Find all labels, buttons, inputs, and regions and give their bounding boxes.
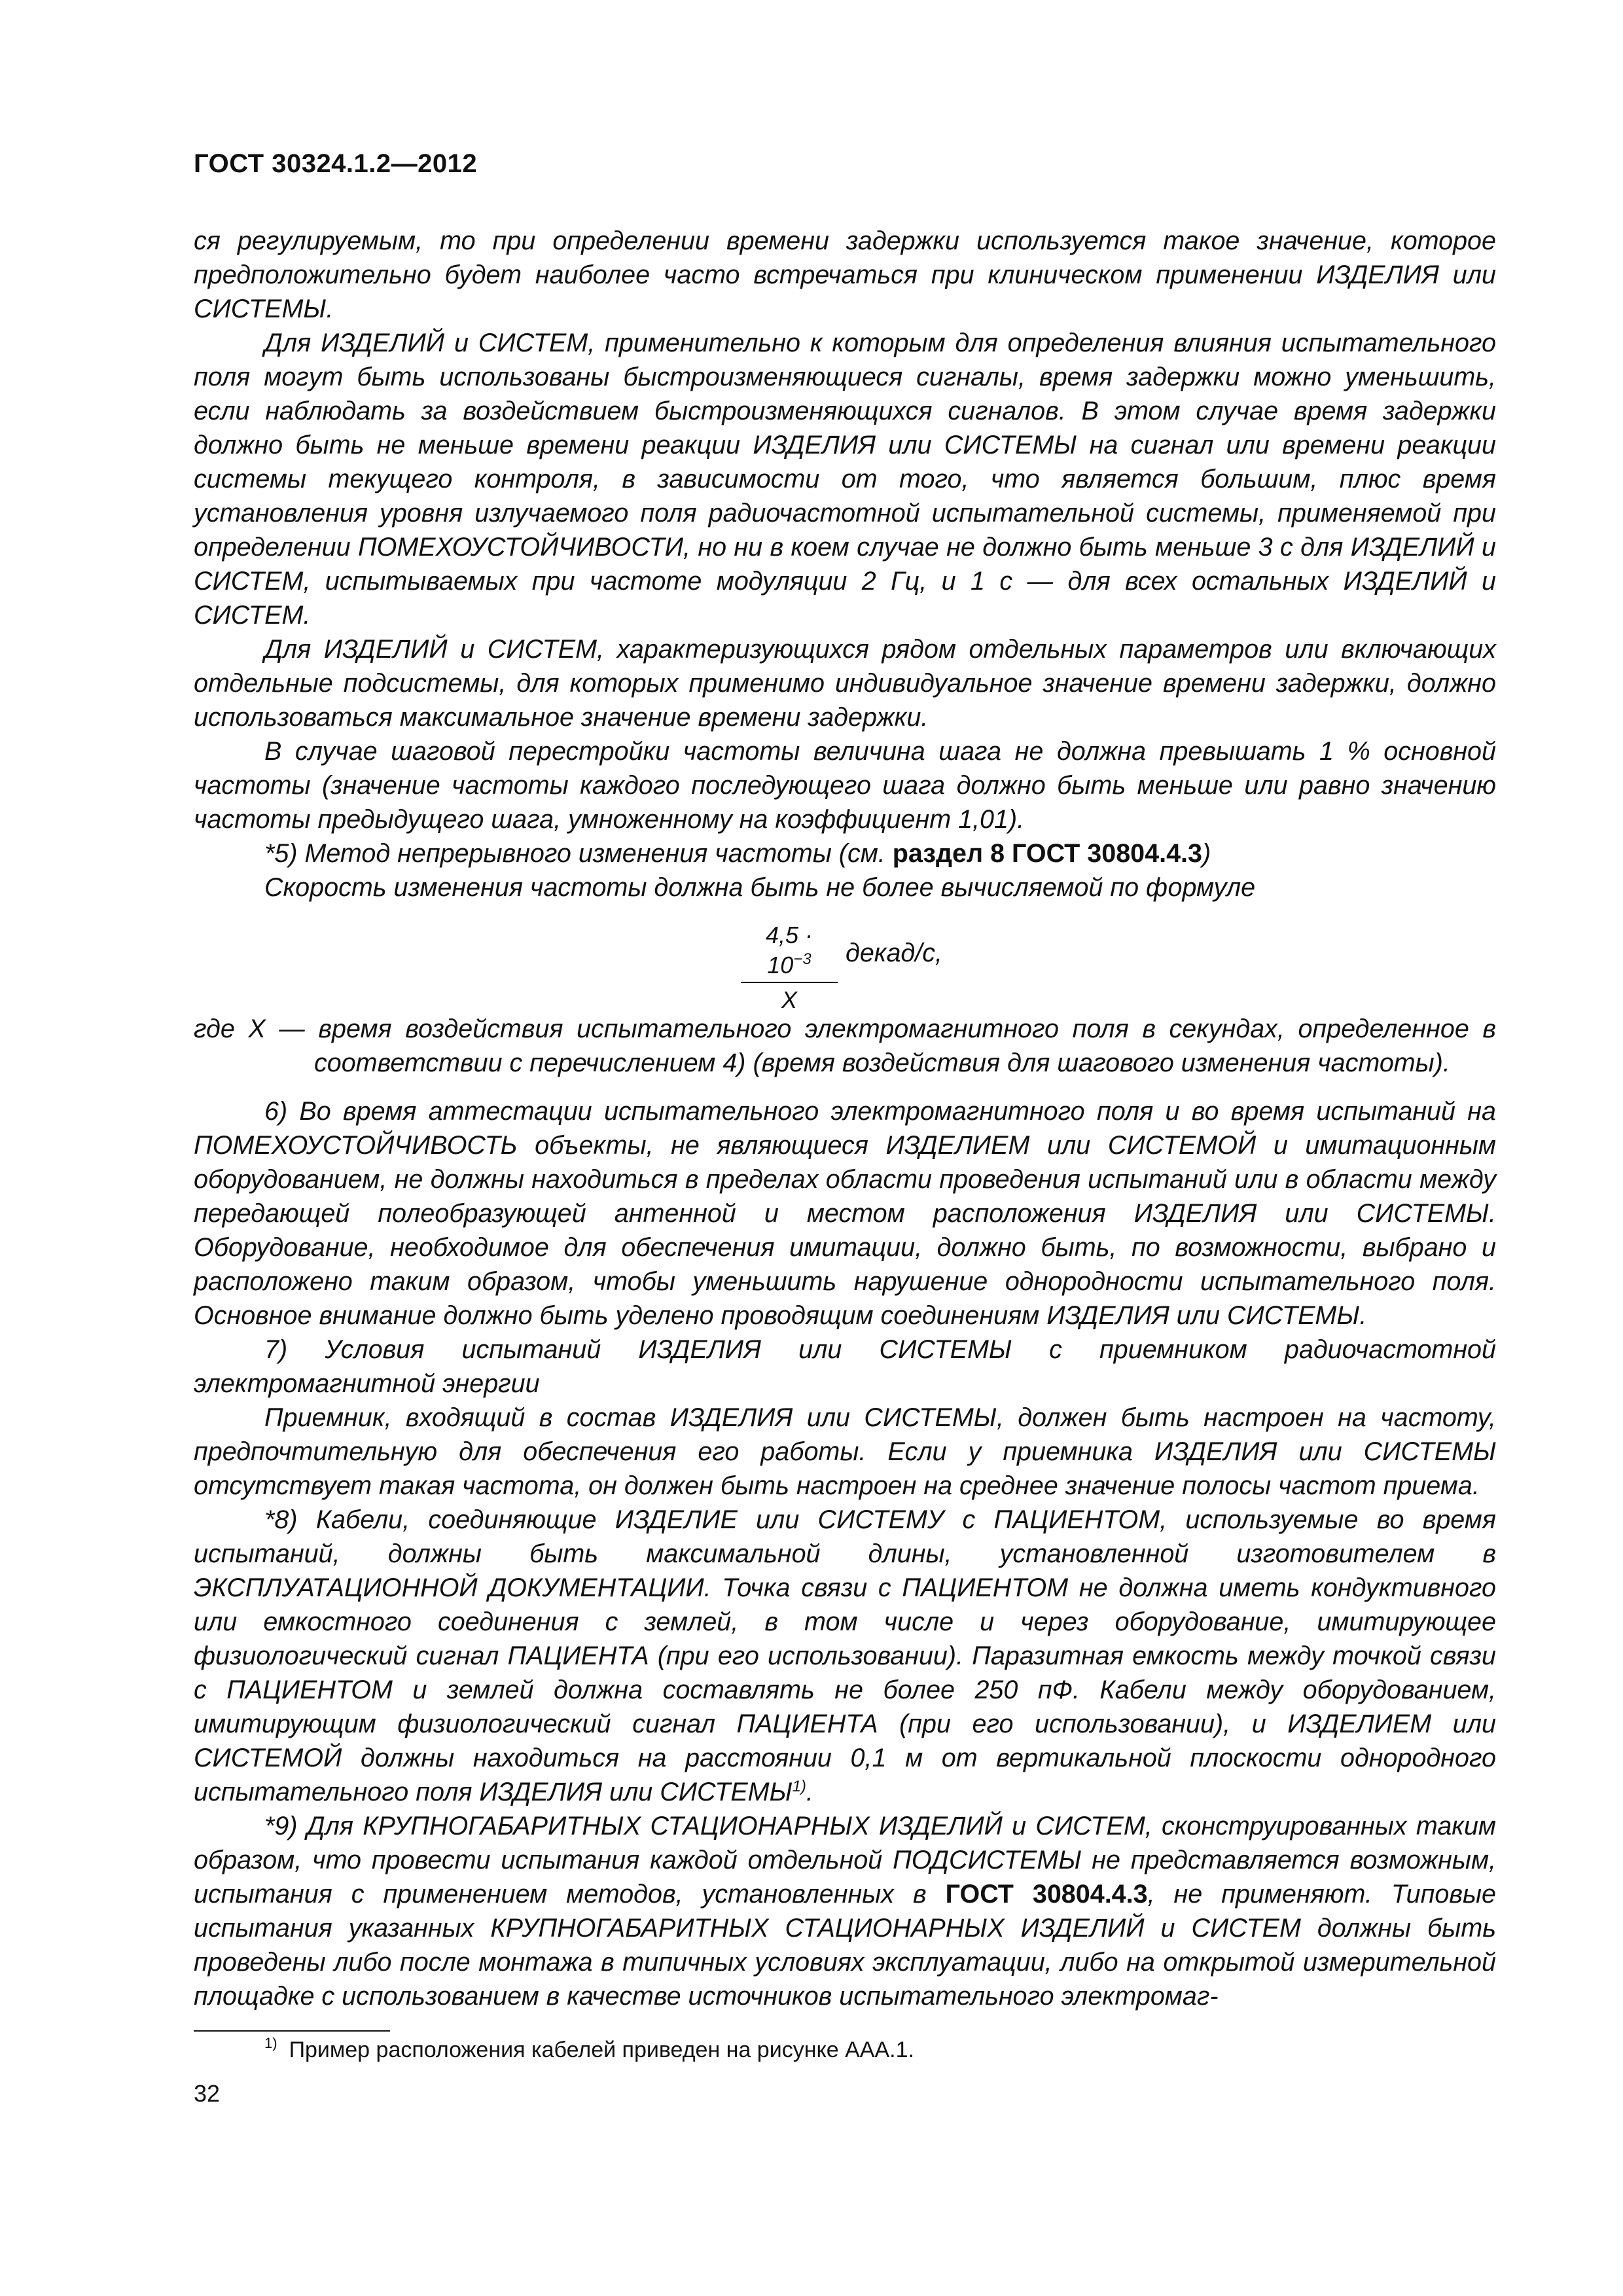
formula-denominator: X xyxy=(781,986,797,1013)
continuous-method-close: ) xyxy=(1202,839,1211,868)
fraction-bar xyxy=(741,982,838,983)
page-number: 32 xyxy=(194,2080,221,2107)
formula-numerator-base: 4,5 · 10 xyxy=(765,922,813,978)
rate-formula xyxy=(194,918,1496,1013)
paragraph-receiver: Приемник, входящий в состав ИЗДЕЛИЯ или СИСТЕМЫ, должен быть настроен на частоту, предпочтительную для обеспечения его работы. Если у приемника ИЗДЕЛИЯ или СИСТЕМЫ отсутствует такая частота, он должен быть настроен на среднее значение полосы частот приема. xyxy=(194,1403,1496,1500)
document-body xyxy=(194,224,1496,2013)
formula-numerator-exponent: −3 xyxy=(793,950,812,968)
standard-reference: раздел 8 ГОСТ 30804.4.3 xyxy=(892,839,1202,868)
footnote-divider xyxy=(194,2030,390,2032)
paragraph-item-8 xyxy=(194,1503,1496,1809)
footnote xyxy=(264,2036,914,2064)
paragraph-item-6: 6) Во время аттестации испытательного электромагнитного поля и во время испытаний на ПОМЕХОУСТОЙЧИВОСТЬ объекты, не являющиеся ИЗДЕЛИЕМ или СИСТЕМОЙ и имитационным оборудованием, не должны находиться в пределах области проведения испытаний или в области между передающей полеобразующей антенной и местом расположения ИЗДЕЛИЯ или СИСТЕМЫ. Оборудование, необходимое для обеспечения имитации, должно быть, по возможности, выбрано и расположено таким образом, чтобы уменьшить нарушение однородности испытательного поля. Основное внимание должно быть уделено проводящим соединениям ИЗДЕЛИЯ или СИСТЕМЫ. xyxy=(194,1097,1496,1330)
formula-fraction xyxy=(741,920,838,1014)
formula-numerator xyxy=(741,920,838,980)
paragraph-delay-subsystems: Для ИЗДЕЛИЙ и СИСТЕМ, характеризующихся рядом отдельных параметров или включающих отдельные подсистемы, для которых применимо индивидуальное значение времени задержки, должно использоваться максимальное значение времени задержки. xyxy=(194,635,1496,732)
paragraph-continuation: ся регулируемым, то при определении времени задержки используется такое значение, которое предположительно будет наиболее часто встречаться при клиническом применении ИЗДЕЛИЯ или СИСТЕМЫ. xyxy=(194,226,1496,323)
formula-unit: декад/с, xyxy=(846,939,942,967)
large-systems-text-end: , не применяют. Типовые испытания указанных КРУПНОГАБАРИТНЫХ СТАЦИОНАРНЫХ ИЗДЕЛИЙ и СИСТЕМ должны быть проведены либо после монтажа в типичных условиях эксплуатации, либо на открытой измерительной площадке с использованием в качестве источников испытательного электромаг- xyxy=(194,1880,1497,2011)
paragraph-continuous-method xyxy=(194,836,1496,870)
cables-text-end: . xyxy=(806,1778,813,1806)
footnote-reference: 1) xyxy=(792,1778,806,1795)
paragraph-step-tuning: В случае шаговой перестройки частоты величина шага не должна превышать 1 % основной частоты (значение частоты каждого последующего шага должно быть меньше или равно значению частоты предыдущего шага, умноженному на коэффициент 1,01). xyxy=(194,737,1496,834)
paragraph-item-9 xyxy=(194,1809,1496,2013)
paragraph-delay-fast-signals: Для ИЗДЕЛИЙ и СИСТЕМ, применительно к которым для определения влияния испытательного поля могут быть использованы быстроизменяющиеся сигналы, время задержки можно уменьшить, если наблюдать за воздействием быстроизменяющихся сигналов. В этом случае время задержки должно быть не меньше времени реакции ИЗДЕЛИЯ или СИСТЕМЫ на сигнал или времени реакции системы текущего контроля, в зависимости от того, что является большим, плюс время установления уровня излучаемого поля радиочастотной испытательной системы, применяемой при определении ПОМЕХОУСТОЙЧИВОСТИ, но ни в коем случае не должно быть меньше 3 с для ИЗДЕЛИЙ и СИСТЕМ, испытываемых при частоте модуляции 2 Гц, и 1 с — для всех остальных ИЗДЕЛИЙ и СИСТЕМ. xyxy=(194,329,1496,630)
footnote-mark: 1) xyxy=(264,2035,277,2051)
continuous-method-text: *5) Метод непрерывного изменения частоты (см. xyxy=(264,839,885,868)
formula-where-clause: где X — время воздействия испытательного электромагнитного поля в секундах, определенное в соответствии с перечислением 4) (время воздействия для шагового изменения частоты). xyxy=(194,1014,1496,1077)
document-header: ГОСТ 30324.1.2—2012 xyxy=(194,149,478,178)
cables-text: *8) Кабели, соединяющие ИЗДЕЛИЕ или СИСТЕМУ с ПАЦИЕНТОМ, используемые во время испытаний, должны быть максимальной длины, установленной изготовителем в ЭКСПЛУАТАЦИОННОЙ ДОКУМЕНТАЦИИ. Точка связи с ПАЦИЕНТОМ не должна иметь кондуктивного или емкостного соединения с землей, в том числе и через оборудование, имитирующее физиологический сигнал ПАЦИЕНТА (при его использовании). Паразитная емкость между точкой связи с ПАЦИЕНТОМ и землей должна составлять не более 250 пФ. Кабели между оборудованием, имитирующим физиологический сигнал ПАЦИЕНТА (при его использовании), и ИЗДЕЛИЕМ или СИСТЕМОЙ должны находиться на расстоянии 0,1 м от вертикальной плоскости однородного испытательного поля ИЗДЕЛИЯ или СИСТЕМЫ xyxy=(194,1505,1496,1806)
standard-reference-2: ГОСТ 30804.4.3 xyxy=(945,1880,1148,1909)
large-systems-text: *9) Для КРУПНОГАБАРИТНЫХ СТАЦИОНАРНЫХ ИЗДЕЛИЙ и СИСТЕМ, сконструированных таким образом, что провести испытания каждой отдельной ПОДСИСТЕМЫ не представляется возможным, испытания с применением методов, установленных в xyxy=(194,1812,1496,1909)
paragraph-rate-formula-intro: Скорость изменения частоты должна быть не более вычисляемой по формуле xyxy=(264,873,1256,902)
paragraph-item-7: 7) Условия испытаний ИЗДЕЛИЯ или СИСТЕМЫ с приемником радиочастотной электромагнитной энергии xyxy=(194,1335,1496,1398)
footnote-text: Пример расположения кабелей приведен на рисунке ААА.1. xyxy=(289,2037,914,2062)
